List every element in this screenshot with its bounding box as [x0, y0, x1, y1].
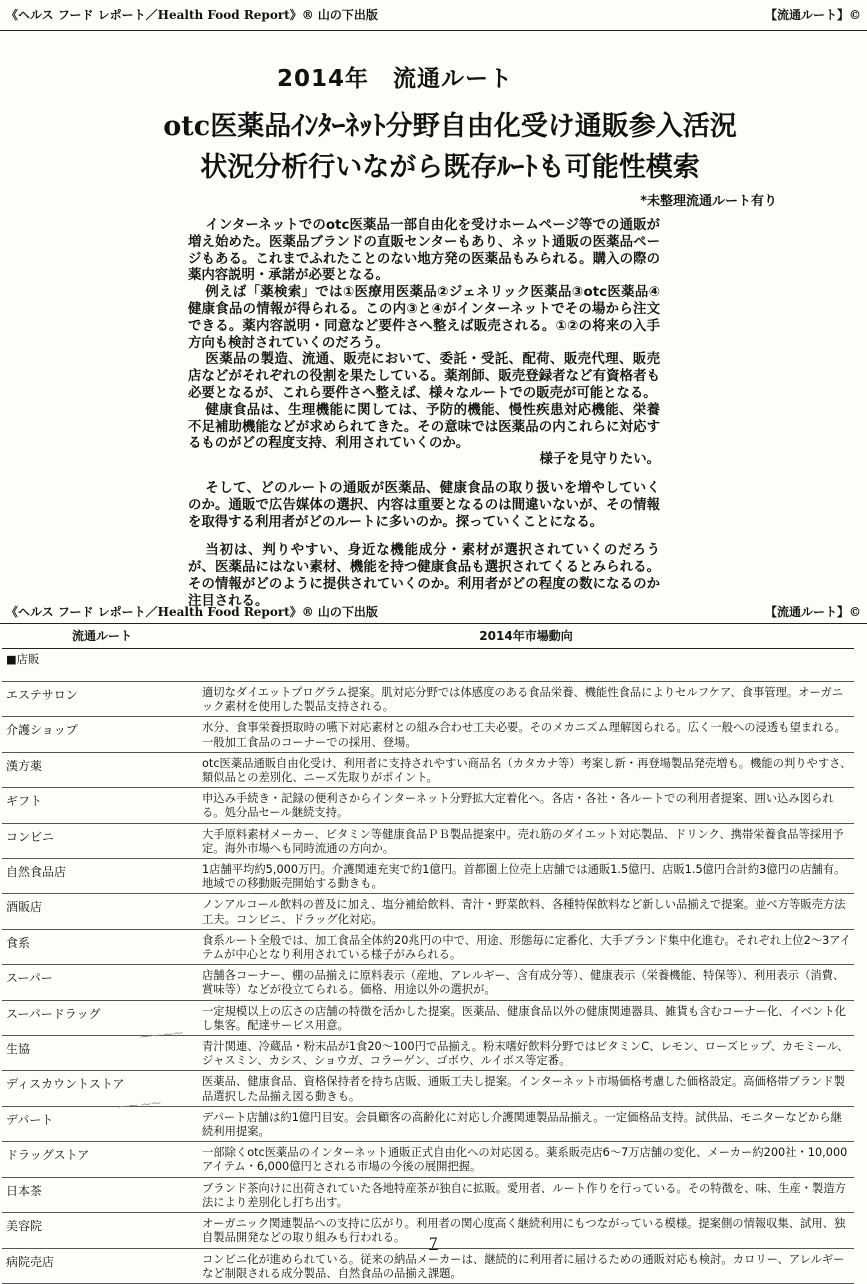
table-row — [2, 929, 854, 964]
route-name: 介護ショップ — [2, 717, 198, 752]
table-row — [2, 965, 854, 1000]
article-paragraph: 様子を見守りたい。 — [539, 452, 660, 468]
route-name: 生協 — [2, 1036, 198, 1071]
table-row — [2, 1142, 854, 1177]
table-row — [2, 1036, 854, 1071]
header-publication: 《ヘルス フード レポート／Health Food Report》® 山の下出版 — [6, 605, 378, 619]
route-trend: 1店舗平均約5,000万円。介護関連充実で約1億円。首都圏上位売上店舗では通販1.5億円、店販1.5億円合計約3億円の店舗有。地域での移動販売開始する動きも。 — [198, 859, 854, 894]
article-paragraph: 例えば「薬検索」では①医療用医薬品②ジェネリック医薬品③otc医薬品④健康食品の情報が得られる。この内③と④がインターネットでその場から注文できる。薬内容説明・同意など要件さへ整えば販売される。①②の将来の入手方向も検討されていくのだろう。 — [188, 285, 660, 351]
article-headline-2: 状況分析行いながら既存ﾙｰﾄも可能性模索 — [200, 152, 700, 183]
route-trend: コンビニ化が進められている。従来の納品メーカーは、継続的に利用者に届けるための通販対応も検討。カロリー、アレルギーなど制限される成分製品、自然食品の品揃え課題。 — [198, 1248, 854, 1283]
route-trend: 店舗各コーナー、棚の品揃えに原料表示（産地、アレルギー、含有成分等）、健康表示（栄養機能、特保等）、利用表示（消費、賞味等）などが役立てられる。価格、用途以外の選択が。 — [198, 965, 854, 1000]
route-name: 美容院 — [2, 1213, 198, 1248]
market-trend-table — [2, 624, 854, 1284]
handwritten-annotation-image: ⁓⁓ ⁓⁓ — [117, 1097, 162, 1114]
page-number: 7 — [429, 1236, 438, 1252]
route-name: 自然食品店 — [2, 859, 198, 894]
article-paragraph: 当初は、判りやすい、身近な機能成分・素材が選択されていくのだろうが、医薬品にはない素材、機能を持つ健康食品も選択されてくるとみられる。その情報がどのように提供されていくのか。利用者がどの程度の数になるのか注目される。 — [188, 543, 660, 609]
route-name: ギフト — [2, 788, 198, 823]
article-paragraph: そして、どのルートの通販が医薬品、健康食品の取り扱いを増やしていくのか。通販で広告媒体の選択、内容は重要となるのは間違いないが、その情報を取得する利用者がどのルートに多いのか。探っていくことになる。 — [188, 480, 660, 530]
header-section: 【流通ルート】© — [764, 605, 861, 619]
route-name: コンビニ — [2, 823, 198, 858]
table-row — [2, 823, 854, 858]
table-header-row — [2, 624, 854, 649]
article-body — [188, 218, 660, 611]
route-name: 漢方薬 — [2, 752, 198, 787]
page-header — [6, 6, 861, 23]
article-paragraph: インターネットでのotc医薬品一部自由化を受けホームページ等での通販が増え始めた。医薬品ブランドの直販センターもあり、ネット通販の医薬品ページもある。これまでふれたことのない地方発の医薬品もみられる。購入の際の薬内容説明・承諾が必要となる。 — [188, 218, 660, 284]
route-name: エステサロン — [2, 682, 198, 717]
header-publication: 《ヘルス フード レポート／Health Food Report》® 山の下出版 — [6, 8, 378, 22]
route-trend: 医薬品、健康食品、資格保持者を持ち店販、通販工夫し提案。インターネット市場価格考慮した価格設定。高価格帯ブランド製品選択した品揃え図る動きも。 — [198, 1071, 854, 1106]
route-name: ディスカウントストア — [2, 1071, 198, 1106]
article-note: *未整理流通ルート有り — [640, 194, 777, 209]
table-row — [2, 717, 854, 752]
table-row — [2, 859, 854, 894]
route-trend: オーガニック関連製品への支持に広がり。利用者の関心度高く継続利用にもつながっている模様。提案側の情報収集、試用、独自製品開発などの取り組みも行われる。 — [198, 1213, 854, 1248]
route-trend: 水分、食事栄養摂取時の嚥下対応素材との組み合わせ工夫必要。そのメカニズム理解図られる。広く一般への浸透も望まれる。一般加工食品のコーナーでの採用、登場。 — [198, 717, 854, 752]
handwritten-annotation-image: ⁓⁓ ⁓⁓ — [139, 1027, 184, 1044]
route-name: スーパードラッグ — [2, 1000, 198, 1035]
route-trend: 申込み手続き・記録の便利さからインターネット分野拡大定着化へ。各店・各社・各ルートでの利用者提案、囲い込み図られる。処分品セール継続支持。 — [198, 788, 854, 823]
route-trend: 食系ルート全般では、加工食品全体約20兆円の中で、用途、形態毎に定番化、大手ブランド集中化進む。それぞれ上位2～3アイテムが中心となり利用されている様子がみられる。 — [198, 929, 854, 964]
page-header-2 — [6, 603, 861, 620]
route-name: デパート — [2, 1106, 198, 1141]
route-name: ドラッグストア — [2, 1142, 198, 1177]
header-rule — [0, 30, 867, 31]
article-paragraph: 健康食品は、生理機能に関しては、予防的機能、慢性疾患対応機能、栄養不足補助機能などが求められてきた。その意味では医薬品の内これらに対応するものがどの程度支持、利用されていくのか。 — [188, 402, 660, 452]
route-name: 食系 — [2, 929, 198, 964]
route-trend: ブランド茶向けに出荷されていた各地特産茶が独自に拡販。愛用者、ルート作りを行っている。その特徴を、味、生産・製造方法により差別化し打ち出す。 — [198, 1177, 854, 1212]
article-headline-1: otc医薬品ｲﾝﾀｰﾈｯﾄ分野自由化受け通販参入活況 — [163, 111, 737, 142]
route-name: スーパー — [2, 965, 198, 1000]
table-row — [2, 1177, 854, 1212]
route-trend: 一部除くotc医薬品のインターネット通販正式自由化への対応図る。薬系販売店6～7万店舗の変化、メーカー約200社・10,000アイテム・6,000億円とされる市場の今後の展開把握。 — [198, 1142, 854, 1177]
route-trend: otc医薬品通販自由化受け、利用者に支持されやすい商品名（カタカナ等）考案し新・再登場製品発売増も。機能の判りやすさ、類似品との差別化、ニーズ先取りがポイント。 — [198, 752, 854, 787]
route-trend: 適切なダイエットプログラム提案。肌対応分野では体感度のある食品栄養、機能性食品によりセルフケア、食事管理。オーガニック素材を使用した製品支持される。 — [198, 682, 854, 717]
table-row — [2, 1000, 854, 1035]
table-row — [2, 752, 854, 787]
route-name: 病院売店 — [2, 1248, 198, 1283]
section-row — [2, 649, 854, 682]
route-name: 日本茶 — [2, 1177, 198, 1212]
section-label: ■店販 — [2, 649, 854, 682]
table-row — [2, 788, 854, 823]
header-section: 【流通ルート】© — [764, 8, 861, 22]
route-trend: ノンアルコール飲料の普及に加え、塩分補給飲料、青汁・野菜飲料、各種特保飲料など新しい品揃えで提案。並べ方等販売方法工夫。コンビニ、ドラッグ化対応。 — [198, 894, 854, 929]
column-header-route: 流通ルート — [2, 624, 198, 649]
route-name: 酒販店 — [2, 894, 198, 929]
route-trend: 一定規模以上の広さの店舗の特徴を活かした提案。医薬品、健康食品以外の健康関連器具、雑貨も含むコーナー化、イベント化し集客。配達サービス用意。 — [198, 1000, 854, 1035]
route-trend: 大手原料素材メーカー、ビタミン等健康食品ＰＢ製品提案中。売れ筋のダイエット対応製品、ドリンク、携帯栄養食品等採用予定。海外市場へも同時流通の方向か。 — [198, 823, 854, 858]
table-row — [2, 894, 854, 929]
article-paragraph: 医薬品の製造、流通、販売において、委託・受託、配荷、販売代理、販売店などがそれぞれの役割を果たしている。薬剤師、販売登録者など有資格者も必要となるが、これら要件さへ整えば、様々なルートでの販売が可能となる。 — [188, 352, 660, 401]
article-title: 2014年 流通ルート — [276, 66, 513, 92]
table-row — [2, 682, 854, 717]
column-header-trend: 2014年市場動向 — [198, 624, 854, 649]
table-row — [2, 1248, 854, 1283]
route-trend: デパート店舗は約1億円目安。会員顧客の高齢化に対応し介護関連製品品揃え。一定価格品支持。試供品、モニターなどから継続利用提案。 — [198, 1106, 854, 1141]
route-trend: 青汁関連、冷蔵品・粉末品が1食20～100円で品揃え。粉末嗜好飲料分野ではビタミンC、レモン、ローズヒップ、カモミール、ジャスミン、カシス、ショウガ、コラーゲン、ゴボウ、ルイボス等定番。 — [198, 1036, 854, 1071]
